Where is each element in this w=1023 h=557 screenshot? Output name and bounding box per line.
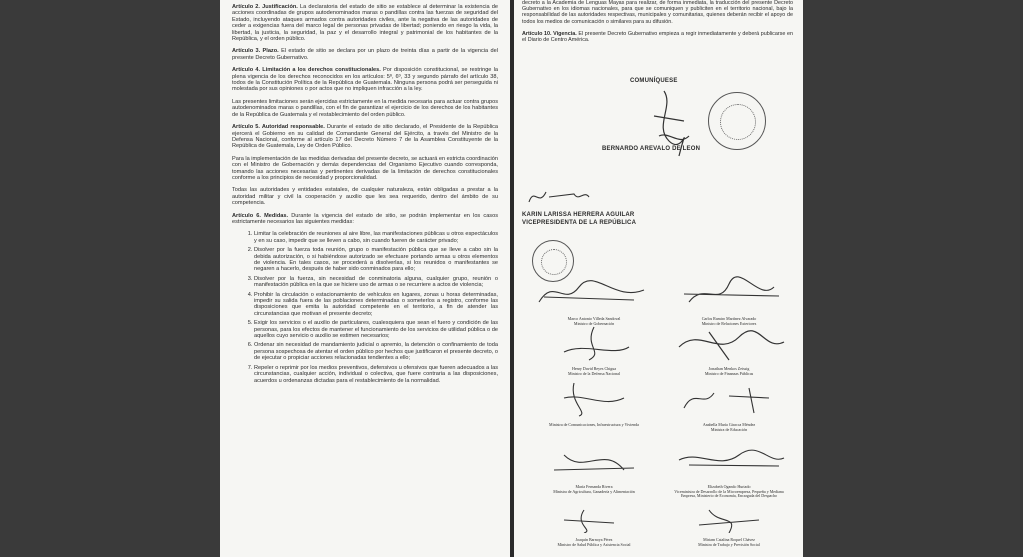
measure-item: 5. Exigir los servicios o el auxilio de particulares, cualesquiera que sean el fuero y condición de las personas, para los efectos de mantener el funcionamiento de los servicios de utilidad pública o de aquellos cuyo servicio o auxilio se estimen necesarios;: [254, 320, 498, 339]
minister-signature-block: Jonathan Menkos Zeissig Ministro de Finanzas Públicas: [669, 322, 789, 376]
measure-item: 2. Disolver por la fuerza toda reunión, grupo o manifestación pública que se lleve a cabo sin la debida autorización, o si habiéndose autorizado se efectuare portando armas u otros elementos de violencia. En tales casos, se procederá a disolverlas, si los reunidos o manifestantes se negaren a hacerlo, después de haber sido conminados para ello;: [254, 247, 498, 273]
vicepresident-title: VICEPRESIDENTA DE LA REPÚBLICA: [522, 220, 637, 226]
minister-signature: [669, 440, 789, 480]
national-seal: [708, 92, 766, 150]
minister-signature: [534, 272, 654, 312]
article-5-paragraph-3: Todas las autoridades y entidades estatales, de cualquier naturaleza, están obligadas a prestar a la autoridad militar y civil la cooperación y auxilio que les sea requerido, dentro del ámbito de su competencia.: [232, 187, 498, 207]
minister-signature: [669, 322, 789, 362]
minister-signature: [669, 505, 789, 533]
minister-signature-block: Anabella María Giracca Méndez Ministra de Educación: [669, 378, 789, 432]
minister-signature: [534, 440, 654, 480]
minister-signature-block: Henry David Reyes Chigua Ministro de la Defensa Nacional: [534, 322, 654, 376]
vicepresident-signature: [524, 182, 594, 212]
measure-item: 3. Disolver por la fuerza, sin necesidad de conminatoria alguna, cualquier grupo, reunión o manifestación pública en la que se hiciere uso de armas o se recurriere a actos de violencia;: [254, 276, 498, 289]
left-document-page: [220, 0, 510, 557]
minister-signature: [534, 322, 654, 362]
measure-item: 6. Ordenar sin necesidad de mandamiento judicial o apremio, la detención o confinamiento de toda persona sospechosa de atentar el orden público por hechos que justificaron el presente decreto, o de ejecutar o propiciar acciones relacionadas tendientes a ello;: [254, 342, 498, 361]
article-10: Artículo 10. Vigencia. El presente Decreto Gubernativo empieza a regir inmediatamente y deberá publicarse en el Diario de Centro América.: [522, 30, 793, 44]
minister-signature-block: Carlos Ramiro Martínez Alvarado Ministro de Relaciones Exteriores: [669, 272, 789, 326]
right-document-page: [514, 0, 803, 557]
minister-signature-block: Miriam Catalina Roquel Chávez Ministra de Trabajo y Previsión Social: [669, 505, 789, 547]
measure-item: 4. Prohibir la circulación o estacionamiento de vehículos en lugares, zonas u horas determinadas, impedir su salida fuera de las poblaciones determinadas o someterlos a registro, conforme las disposiciones que emita la autoridad competente en el territorio, a fin de atender las circunstancias que motivan el presente decreto;: [254, 292, 498, 318]
minister-signature-block: Joaquín Barnoya Pérez Ministro de Salud Pública y Asistencia Social: [534, 505, 654, 547]
comuniquese-heading: COMUNÍQUESE: [630, 78, 678, 84]
article-5-paragraph-2: Para la implementación de las medidas derivadas del presente decreto, se actuará en estricta coordinación con el Ministro de Gobernación y demás dependencias del Organismo Ejecutivo cuando corresponda, tomando las acciones necesarias y pertinentes derivadas de la limitación de derechos constitucionales conforme a los principios de necesidad y proporcionalidad.: [232, 155, 498, 181]
minister-signature-block: Ministra de Comunicaciones, Infraestructura y Vivienda: [534, 378, 654, 428]
article-6: Artículo 6. Medidas. Durante la vigencia del estado de sitio, se podrán implementar en los casos estrictamente necesarios las siguientes medidas:: [232, 212, 499, 225]
measure-item: 7. Repeler o reprimir por los medios preventivos, defensivos u ofensivos que fueren adecuados a las circunstancias, cualquier acción, individual o colectiva, que fuere contraria a las disposiciones, acuerdos u ordenanzas dictadas para el restablecimiento de la normalidad.: [254, 365, 498, 384]
minister-signature-block: María Fernanda Rivera Ministra de Agricultura, Ganadería y Alimentación: [534, 440, 654, 494]
vicepresident-name: KARIN LARISSA HERRERA AGUILAR: [522, 212, 635, 218]
minister-signature-block: Marco Antonio Villeda Sandoval Ministro de Gobernación: [534, 272, 654, 326]
minister-signature-block: Elizabeth Ogando Hurtado Viceministra de Desarrollo de la Microempresa, Pequeña y Mediana Empresa, Ministerio de Economía, Encargada del Despacho: [669, 440, 789, 499]
minister-signature: [534, 505, 654, 533]
article-4-paragraph-2: Las presentes limitaciones serán ejercidas estrictamente en la medida necesaria para actuar contra grupos autodenominados maras o pandillas, con el fin de garantizar el ejercicio de los derechos de los habitantes de la República de Guatemala y el restablecimiento del orden público.: [232, 98, 498, 118]
article-2: Artículo 2. Justificación. La declaratoria del estado de sitio se establece al determinar la existencia de acciones coordinadas de grupos autodenominados maras o pandillas contra las fuerzas de seguridad del Estado, incluyendo ataques armados contra autoridades civiles, ante la negativa de las autoridades de ceder a exigencias fuera del marco legal de personas privadas de libertad; poniendo en riesgo la vida, la libertad, la justicia, la seguridad, la paz y el desarrollo integral y patrimonial de los habitantes de la República, y el orden público.: [232, 4, 498, 43]
president-signature: [634, 86, 704, 166]
measures-list: [232, 231, 498, 384]
article-3: Artículo 3. Plazo. El estado de sitio se declara por un plazo de treinta días a partir de la vigencia del presente Decreto Gubernativo.: [232, 48, 498, 61]
minister-signature: [669, 272, 789, 312]
president-name: BERNARDO AREVALO DE LEON: [602, 146, 701, 152]
article-4: Artículo 4. Limitación a los derechos constitucionales. Por disposición constitucional, se restringe la plena vigencia de los derechos reconocidos en los artículos: 5º, 6º, 33 y segundo párrafo del artículo 38, todos de la Constitución Política de la República de Guatemala. Ninguna persona podrá ser perseguida ni molestada por sus opiniones o por actos que no impliquen infracción a la ley.: [232, 67, 498, 93]
measure-item: 1. Limitar la celebración de reuniones al aire libre, las manifestaciones públicas u otros espectáculos y en su caso, impedir que se lleven a cabo, sin cuando fueren de carácter privado;: [254, 231, 498, 244]
article-5: Artículo 5. Autoridad responsable. Durante el estado de sitio declarado, el Presidente de la República ejercerá el Gobierno en su calidad de Comandante General del Ejército, a través del Ministro de la Defensa Nacional, conforme al artículo 17 del Decreto Número 7 de la Asamblea Constituyente de la República de Guatemala, Ley de Orden Público.: [232, 124, 499, 150]
minister-signature: [669, 378, 789, 418]
article-9-continuation: decreto a la Academia de Lenguas Mayas para realizar, de forma inmediata, la traducción del presente Decreto Gubernativo en los idiomas nacionales, para que se comuniquen y publiciten en el territorio nacional, bajo la responsabilidad de las autoridades respectivas, municipales y comunitarias, quienes deberán recibir el apoyo de todos los medios de comunicación o similares para su difusión.: [522, 0, 793, 25]
minister-signature: [534, 378, 654, 418]
